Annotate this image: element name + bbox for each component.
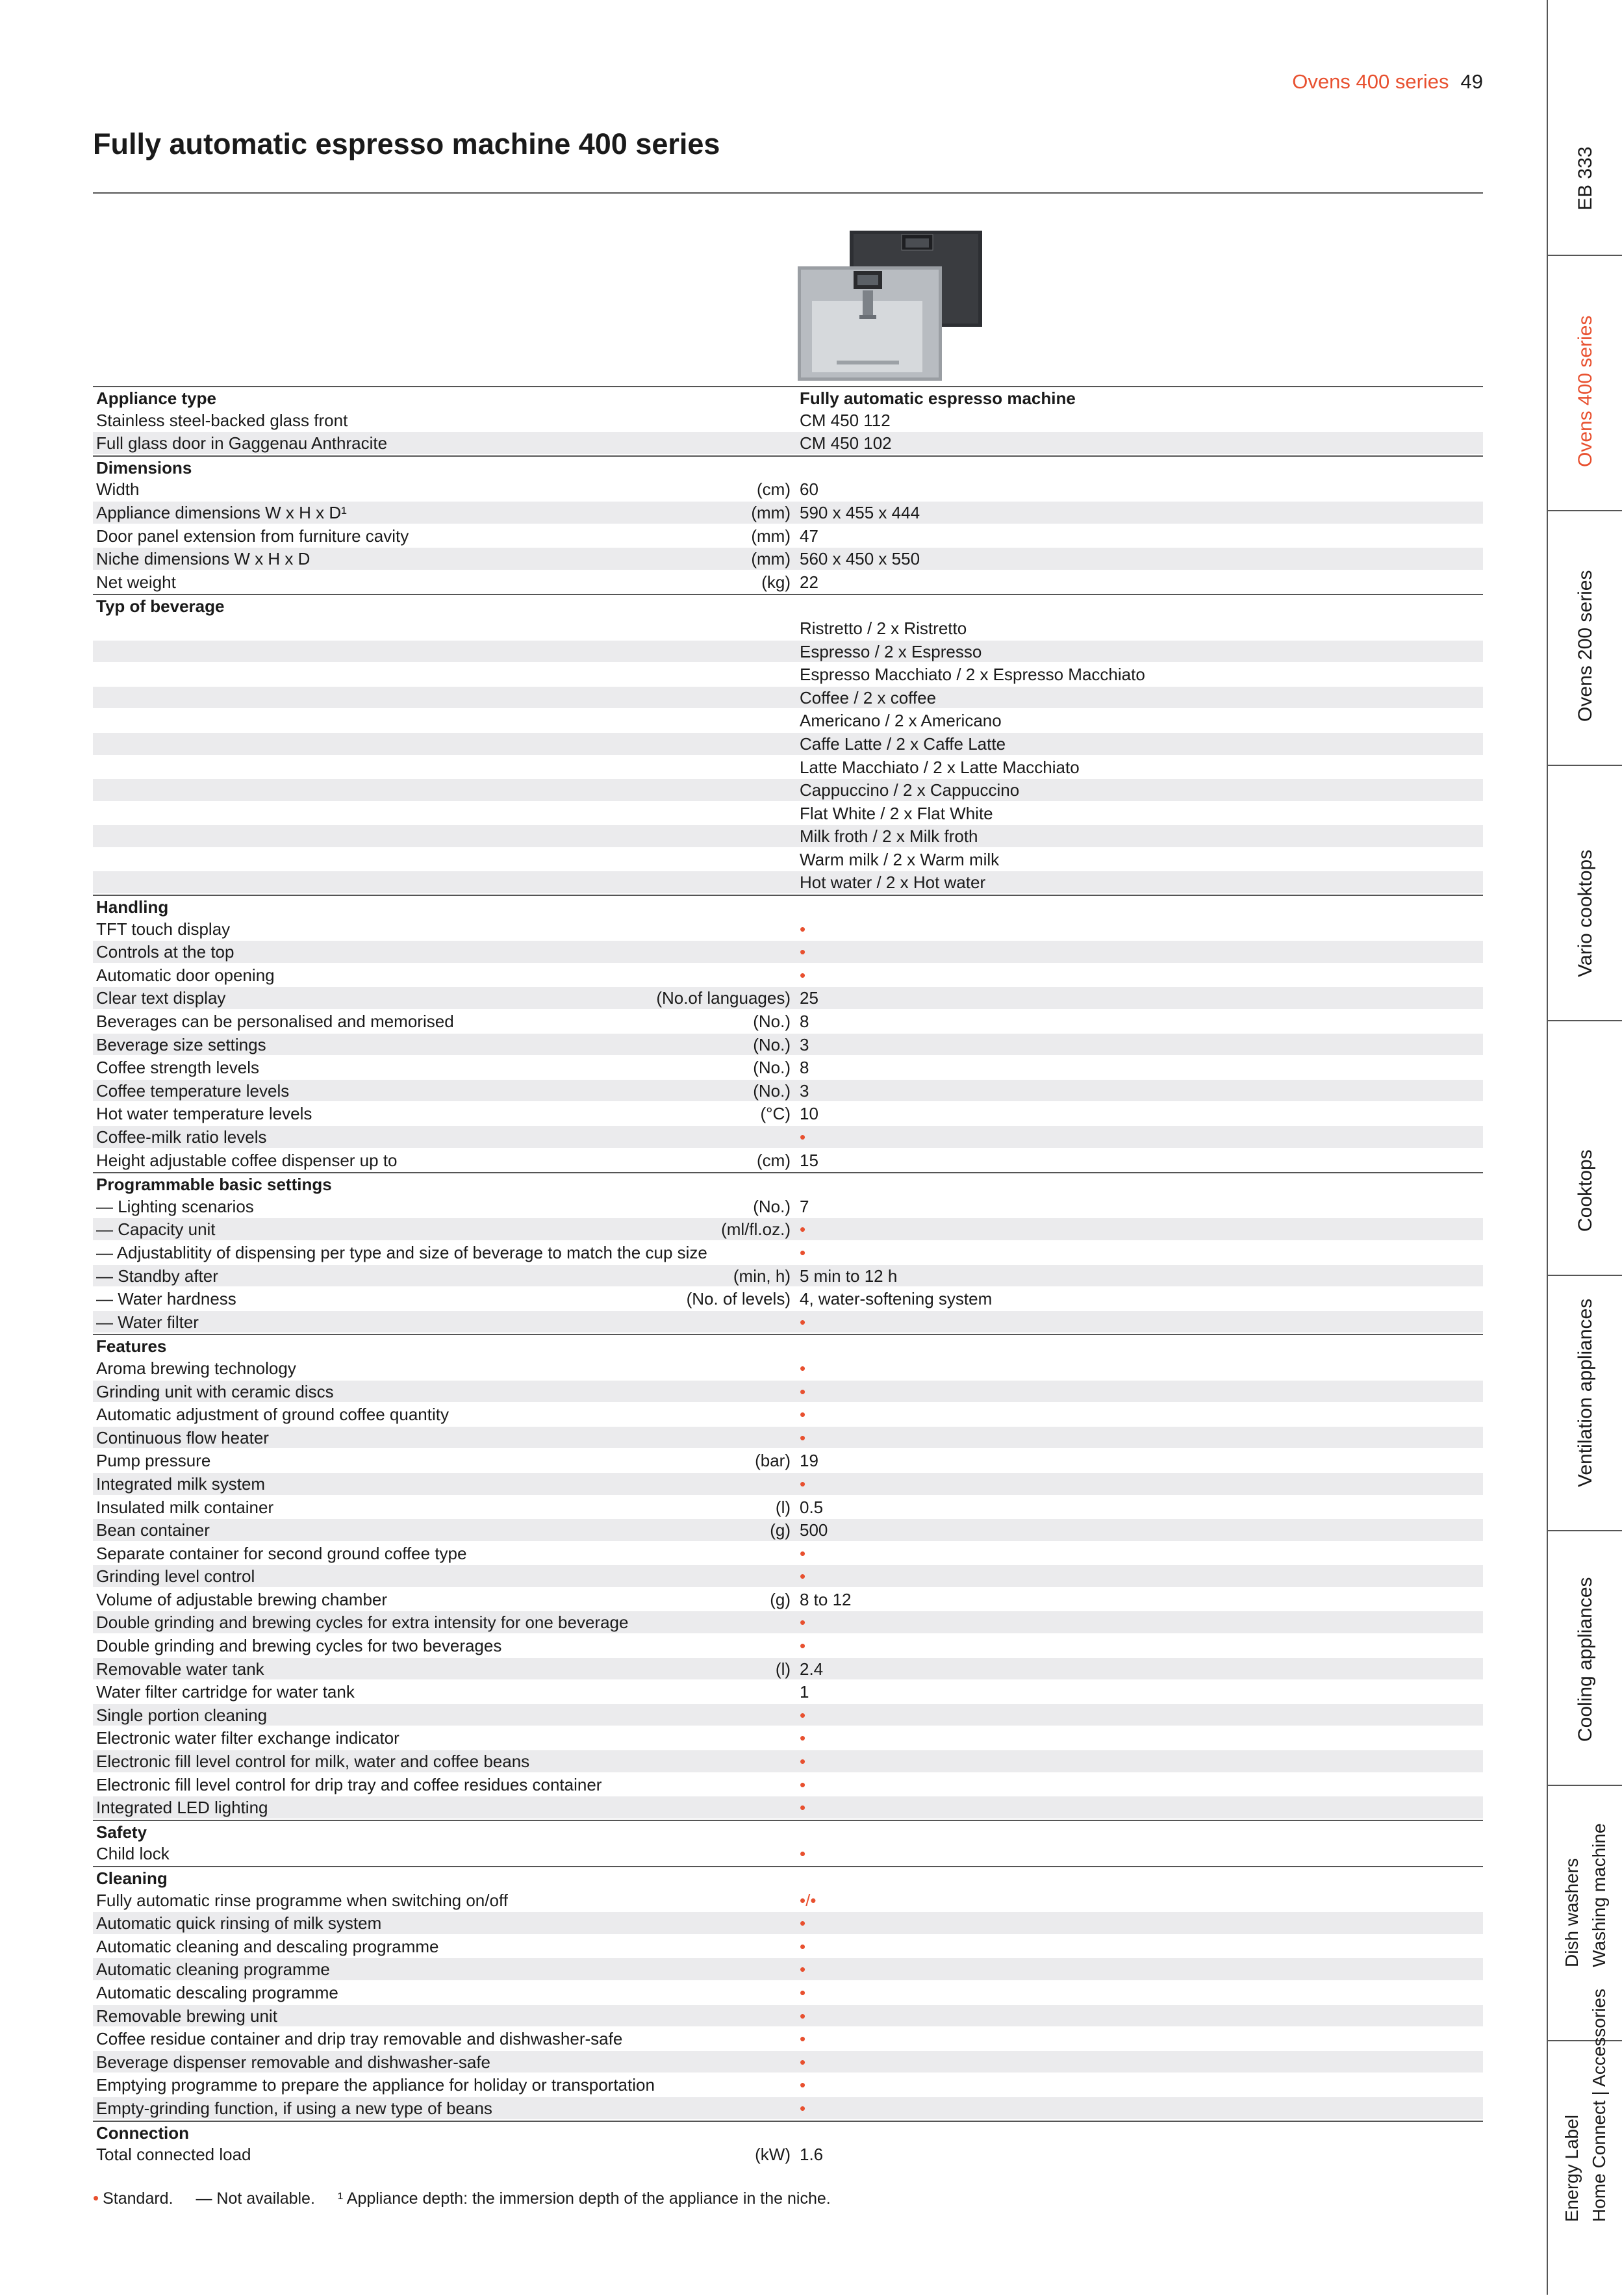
spec-value: • xyxy=(800,1982,806,2002)
table-row xyxy=(93,1195,1483,1219)
spec-label: Safety xyxy=(96,1822,147,1842)
spec-value: Espresso / 2 x Espresso xyxy=(800,641,982,661)
spec-label: Coffee strength levels xyxy=(96,1058,259,1078)
spec-value: 22 xyxy=(800,572,818,592)
section-tab-label xyxy=(1573,315,1598,466)
table-row xyxy=(93,2143,1483,2167)
standard-bullet-icon: • xyxy=(93,2188,99,2208)
table-row xyxy=(93,1611,1483,1635)
spec-label: Removable water tank xyxy=(96,1659,264,1679)
page-number: 49 xyxy=(1460,70,1483,93)
table-row xyxy=(93,987,1483,1010)
spec-value: • xyxy=(800,919,806,939)
spec-unit: (No.) xyxy=(753,1080,791,1101)
footnote-standard: Standard. xyxy=(103,2189,173,2208)
spec-value: 47 xyxy=(800,526,818,546)
spec-label: Automatic cleaning and descaling programme xyxy=(96,1936,439,1956)
spec-value: • xyxy=(800,942,806,962)
footnote xyxy=(93,2188,831,2208)
section-header xyxy=(93,895,1483,918)
spec-label: Clear text display xyxy=(96,988,226,1008)
spec-value: 500 xyxy=(800,1520,828,1540)
spec-label: Child lock xyxy=(96,1844,170,1864)
spec-value: 3 xyxy=(800,1034,809,1054)
spec-value: 8 xyxy=(800,1058,809,1078)
spec-unit: (mm) xyxy=(751,526,791,546)
table-row xyxy=(93,1126,1483,1149)
section-tab-label xyxy=(1573,570,1598,722)
spec-label: Double grinding and brewing cycles for two beverages xyxy=(96,1636,502,1656)
spec-value: • xyxy=(800,1913,806,1933)
section-header xyxy=(93,1334,1483,1357)
spec-value: Hot water / 2 x Hot water xyxy=(800,873,986,893)
spec-label: Programmable basic settings xyxy=(96,1175,332,1195)
spec-label: Full glass door in Gaggenau Anthracite xyxy=(96,433,388,453)
spec-unit: (l) xyxy=(775,1497,791,1517)
table-row xyxy=(93,1473,1483,1496)
section-tabs xyxy=(1547,0,1622,2295)
spec-label: Appliance type xyxy=(96,389,216,408)
spec-label: Coffee temperature levels xyxy=(96,1080,290,1101)
table-row xyxy=(93,1288,1483,1311)
table-row xyxy=(93,1774,1483,1797)
spec-value: CM 450 102 xyxy=(800,433,892,453)
spec-label: Removable brewing unit xyxy=(96,2006,277,2026)
spec-label: TFT touch display xyxy=(96,919,231,939)
spec-label: Fully automatic rinse programme when switching on/off xyxy=(96,1890,508,1910)
spec-value: • xyxy=(800,1959,806,1980)
spec-unit: (g) xyxy=(770,1589,791,1609)
spec-label: Volume of adjustable brewing chamber xyxy=(96,1589,388,1609)
table-row xyxy=(93,502,1483,525)
table-row xyxy=(93,1542,1483,1566)
spec-value: 2.4 xyxy=(800,1659,824,1679)
table-row xyxy=(93,1658,1483,1681)
spec-table xyxy=(93,386,1483,2167)
section-tab-line: Cooling appliances xyxy=(1575,1577,1596,1742)
section-tab[interactable] xyxy=(1548,1275,1622,1531)
spec-value: 15 xyxy=(800,1150,818,1170)
spec-value: • xyxy=(800,1405,806,1425)
spec-value: •/• xyxy=(800,1890,817,1910)
section-tab-line: Washing machine xyxy=(1589,1823,1609,1967)
table-row xyxy=(93,871,1483,895)
table-row xyxy=(93,1149,1483,1173)
spec-label: Automatic cleaning programme xyxy=(96,1959,330,1980)
section-tab-line: Dish washers xyxy=(1562,1857,1582,1967)
section-header xyxy=(93,1820,1483,1843)
spec-value: • xyxy=(800,1473,806,1494)
table-row xyxy=(93,941,1483,964)
table-row xyxy=(93,1056,1483,1080)
spec-value: • xyxy=(800,1705,806,1725)
spec-label: Automatic quick rinsing of milk system xyxy=(96,1913,382,1933)
table-row xyxy=(93,1265,1483,1288)
table-row xyxy=(93,1034,1483,1057)
spec-label: Features xyxy=(96,1336,167,1357)
spec-unit: (cm) xyxy=(757,479,791,500)
spec-label: Height adjustable coffee dispenser up to xyxy=(96,1150,398,1170)
spec-value: • xyxy=(800,1312,806,1332)
spec-value: • xyxy=(800,2029,806,2049)
section-tab[interactable] xyxy=(1548,1530,1622,1786)
spec-value: Flat White / 2 x Flat White xyxy=(800,803,993,823)
section-tab[interactable] xyxy=(1548,1989,1622,2296)
spec-label: Niche dimensions W x H x D xyxy=(96,549,310,569)
spec-value: 560 x 450 x 550 xyxy=(800,549,920,569)
spec-label: Continuous flow heater xyxy=(96,1427,269,1448)
section-tab-line: Energy Label xyxy=(1562,2114,1582,2222)
spec-value: • xyxy=(800,1127,806,1147)
spec-value: Warm milk / 2 x Warm milk xyxy=(800,849,1000,869)
table-row xyxy=(93,687,1483,710)
section-tab-label xyxy=(1558,1823,1613,1967)
section-header xyxy=(93,455,1483,479)
table-row xyxy=(93,1935,1483,1959)
spec-value: 590 x 455 x 444 xyxy=(800,502,920,522)
spec-label: Coffee residue container and drip tray removable and dishwasher-safe xyxy=(96,2029,623,2049)
spec-label: Beverage dispenser removable and dishwasher-safe xyxy=(96,2052,491,2072)
spec-value: 0.5 xyxy=(800,1497,824,1517)
spec-value: • xyxy=(800,1242,806,1262)
table-row xyxy=(93,1727,1483,1750)
section-tab-label xyxy=(1573,1298,1598,1486)
section-header xyxy=(93,1866,1483,1889)
spec-label: Separate container for second ground coffee type xyxy=(96,1543,467,1563)
spec-label: Grinding unit with ceramic discs xyxy=(96,1381,334,1401)
spec-value: CM 450 112 xyxy=(800,410,891,430)
table-row xyxy=(93,1218,1483,1242)
table-row xyxy=(93,663,1483,687)
spec-label: — Water hardness xyxy=(96,1289,236,1309)
table-row xyxy=(93,1242,1483,1265)
spec-label: Grinding level control xyxy=(96,1566,255,1587)
spec-label: Beverages can be personalised and memorised xyxy=(96,1012,454,1032)
spec-label: Integrated milk system xyxy=(96,1473,266,1494)
table-row xyxy=(93,1357,1483,1381)
table-row xyxy=(93,1889,1483,1913)
spec-unit: (cm) xyxy=(757,1150,791,1170)
spec-unit: (ml/fl.oz.) xyxy=(721,1219,791,1240)
table-row xyxy=(93,1982,1483,2005)
section-tab[interactable] xyxy=(1548,0,1622,255)
section-header xyxy=(93,1172,1483,1195)
section-tab[interactable] xyxy=(1548,510,1622,766)
table-row xyxy=(93,1635,1483,1658)
table-row xyxy=(93,548,1483,571)
section-header xyxy=(93,2121,1483,2144)
section-tab-line: EB 333 xyxy=(1575,147,1596,211)
spec-label: Cleaning xyxy=(96,1869,168,1888)
spec-label: — Adjustablitity of dispensing per type and size of beverage to match the cup size xyxy=(96,1242,707,1262)
running-header xyxy=(1292,70,1483,94)
spec-value: • xyxy=(800,1936,806,1956)
spec-unit: (No.) xyxy=(753,1196,791,1216)
spec-label: Bean container xyxy=(96,1520,210,1540)
spec-label: Insulated milk container xyxy=(96,1497,274,1517)
spec-label: Aroma brewing technology xyxy=(96,1358,296,1378)
table-row xyxy=(93,825,1483,848)
spec-value: • xyxy=(800,1219,806,1240)
spec-label: Single portion cleaning xyxy=(96,1705,268,1725)
spec-label: Integrated LED lighting xyxy=(96,1798,268,1818)
section-tab-line: Cooktops xyxy=(1575,1149,1596,1232)
section-tab[interactable] xyxy=(1548,1020,1622,1276)
spec-value: 1 xyxy=(800,1682,809,1702)
spec-value: Espresso Macchiato / 2 x Espresso Macchiato xyxy=(800,665,1145,685)
spec-value: Americano / 2 x Americano xyxy=(800,711,1002,731)
spec-label: Typ of beverage xyxy=(96,596,225,617)
spec-unit: (No.) xyxy=(753,1034,791,1054)
spec-value: Cappuccino / 2 x Cappuccino xyxy=(800,780,1020,800)
spec-unit: (No.of languages) xyxy=(656,988,791,1008)
table-row xyxy=(93,1381,1483,1404)
table-row xyxy=(93,525,1483,548)
spec-label: Electronic fill level control for drip tray and coffee residues container xyxy=(96,1774,602,1794)
section-tab-line: Home Connect | Accessories xyxy=(1589,1989,1609,2222)
table-row xyxy=(93,1958,1483,1982)
spec-value: • xyxy=(800,965,806,985)
table-row xyxy=(93,918,1483,941)
spec-value: Coffee / 2 x coffee xyxy=(800,687,937,708)
spec-value: 60 xyxy=(800,479,818,500)
spec-unit: (kW) xyxy=(755,2145,791,2165)
spec-label: Hot water temperature levels xyxy=(96,1104,312,1124)
spec-unit: (kg) xyxy=(761,572,791,592)
table-row xyxy=(93,1010,1483,1034)
spec-unit: (No. of levels) xyxy=(686,1289,791,1309)
spec-value: 8 to 12 xyxy=(800,1589,852,1609)
table-row xyxy=(93,2028,1483,2051)
spec-label: Emptying programme to prepare the appliance for holiday or transportation xyxy=(96,2075,655,2095)
section-tab-line: Ovens 200 series xyxy=(1575,570,1596,722)
table-row xyxy=(93,1427,1483,1450)
table-row xyxy=(93,2005,1483,2028)
spec-label: Automatic descaling programme xyxy=(96,1982,338,2002)
table-row xyxy=(93,1311,1483,1334)
spec-value: • xyxy=(800,1358,806,1378)
spec-label: Electronic water filter exchange indicator xyxy=(96,1728,399,1748)
spec-value: • xyxy=(800,1543,806,1563)
spec-value: 25 xyxy=(800,988,818,1008)
section-tab-label xyxy=(1573,1149,1598,1232)
spec-unit: (g) xyxy=(770,1520,791,1540)
table-row xyxy=(93,1704,1483,1728)
section-tab-label xyxy=(1573,1577,1598,1742)
table-row xyxy=(93,641,1483,664)
spec-label: Handling xyxy=(96,897,169,917)
spec-value: • xyxy=(800,2006,806,2026)
spec-label: Width xyxy=(96,479,140,500)
table-row xyxy=(93,2074,1483,2097)
spec-label: Total connected load xyxy=(96,2145,251,2165)
spec-label: Connection xyxy=(96,2123,189,2143)
spec-value: • xyxy=(800,1752,806,1772)
spec-value: Caffe Latte / 2 x Caffe Latte xyxy=(800,733,1006,754)
spec-value: Latte Macchiato / 2 x Latte Macchiato xyxy=(800,757,1080,777)
table-row xyxy=(93,1681,1483,1704)
table-row xyxy=(93,848,1483,872)
table-row xyxy=(93,617,1483,641)
footnote-depth: ¹ Appliance depth: the immersion depth of the appliance in the niche. xyxy=(337,2189,831,2208)
section-tab-label xyxy=(1573,850,1598,977)
spec-value: • xyxy=(800,1566,806,1587)
table-row xyxy=(93,779,1483,802)
spec-label: Automatic door opening xyxy=(96,965,275,985)
table-row xyxy=(93,1496,1483,1520)
table-row xyxy=(93,756,1483,780)
table-row xyxy=(93,1565,1483,1588)
table-row xyxy=(93,1912,1483,1935)
section-tab-label xyxy=(1558,1989,1613,2222)
table-row xyxy=(93,2051,1483,2074)
page-title: Fully automatic espresso machine 400 series xyxy=(93,127,720,160)
spec-value: • xyxy=(800,1381,806,1401)
spec-value: 19 xyxy=(800,1451,818,1471)
spec-value: Fully automatic espresso machine xyxy=(800,389,1076,408)
spec-unit: (No.) xyxy=(753,1058,791,1078)
section-tab-label xyxy=(1573,147,1598,210)
table-row xyxy=(93,802,1483,826)
spec-value: • xyxy=(800,1798,806,1818)
spec-value: • xyxy=(800,2052,806,2072)
spec-value: Milk froth / 2 x Milk froth xyxy=(800,826,978,847)
table-row xyxy=(93,1080,1483,1103)
spec-value: • xyxy=(800,1636,806,1656)
table-row xyxy=(93,1588,1483,1612)
spec-label: Stainless steel-backed glass front xyxy=(96,410,348,430)
spec-unit: (mm) xyxy=(751,502,791,522)
spec-label: Beverage size settings xyxy=(96,1034,266,1054)
spec-label: — Standby after xyxy=(96,1266,218,1286)
spec-label: — Water filter xyxy=(96,1312,199,1332)
spec-label: Net weight xyxy=(96,572,176,592)
spec-label: Door panel extension from furniture cavity xyxy=(96,526,409,546)
spec-value: 5 min to 12 h xyxy=(800,1266,898,1286)
spec-label: Pump pressure xyxy=(96,1451,211,1471)
table-row xyxy=(93,1796,1483,1820)
spec-value: • xyxy=(800,2075,806,2095)
spec-unit: (bar) xyxy=(755,1451,791,1471)
table-row xyxy=(93,1103,1483,1126)
table-row xyxy=(93,964,1483,988)
spec-value: • xyxy=(800,1844,806,1864)
spec-label: Water filter cartridge for water tank xyxy=(96,1682,355,1702)
spec-label: Appliance dimensions W x H x D¹ xyxy=(96,502,347,522)
table-row xyxy=(93,733,1483,756)
table-row xyxy=(93,1403,1483,1427)
spec-value: 4, water-softening system xyxy=(800,1289,993,1309)
spec-label: Coffee-milk ratio levels xyxy=(96,1127,267,1147)
section-header xyxy=(93,386,1483,409)
table-row xyxy=(93,1519,1483,1542)
spec-value: • xyxy=(800,1427,806,1448)
spec-value: 1.6 xyxy=(800,2145,824,2165)
table-row xyxy=(93,1843,1483,1866)
table-row xyxy=(93,1449,1483,1473)
title-divider xyxy=(93,192,1483,194)
table-row xyxy=(93,709,1483,733)
section-tab[interactable] xyxy=(1548,765,1622,1021)
product-image xyxy=(798,231,983,381)
table-row xyxy=(93,432,1483,455)
section-tab-line: Ventilation appliances xyxy=(1575,1298,1596,1487)
spec-value: • xyxy=(800,1774,806,1794)
spec-value: 7 xyxy=(800,1196,809,1216)
spec-value: • xyxy=(800,2098,806,2118)
spec-label: Controls at the top xyxy=(96,942,234,962)
table-row xyxy=(93,409,1483,433)
spec-value: • xyxy=(800,1613,806,1633)
spec-value: 8 xyxy=(800,1012,809,1032)
spec-label: — Lighting scenarios xyxy=(96,1196,254,1216)
spec-label: — Capacity unit xyxy=(96,1219,216,1240)
spec-unit: (°C) xyxy=(760,1104,791,1124)
section-header xyxy=(93,594,1483,617)
spec-unit: (No.) xyxy=(753,1012,791,1032)
spec-value: 10 xyxy=(800,1104,818,1124)
table-row xyxy=(93,571,1483,594)
spec-label: Empty-grinding function, if using a new type of beans xyxy=(96,2098,492,2118)
spec-value: 3 xyxy=(800,1080,809,1101)
header-section: Ovens 400 series xyxy=(1292,70,1449,93)
spec-unit: (l) xyxy=(775,1659,791,1679)
footnote-not-available: — Not available. xyxy=(196,2189,315,2208)
table-row xyxy=(93,478,1483,502)
table-row xyxy=(93,1750,1483,1774)
spec-label: Dimensions xyxy=(96,457,192,478)
table-row xyxy=(93,2097,1483,2121)
spec-unit: (min, h) xyxy=(733,1266,791,1286)
spec-label: Double grinding and brewing cycles for extra intensity for one beverage xyxy=(96,1613,629,1633)
section-tab-line: Ovens 400 series xyxy=(1575,315,1596,467)
section-tab[interactable] xyxy=(1548,255,1622,511)
spec-label: Electronic fill level control for milk, water and coffee beans xyxy=(96,1752,530,1772)
spec-value: • xyxy=(800,1728,806,1748)
spec-unit: (mm) xyxy=(751,549,791,569)
spec-label: Automatic adjustment of ground coffee quantity xyxy=(96,1405,449,1425)
section-tab-line: Vario cooktops xyxy=(1575,849,1596,977)
spec-value: Ristretto / 2 x Ristretto xyxy=(800,618,967,638)
